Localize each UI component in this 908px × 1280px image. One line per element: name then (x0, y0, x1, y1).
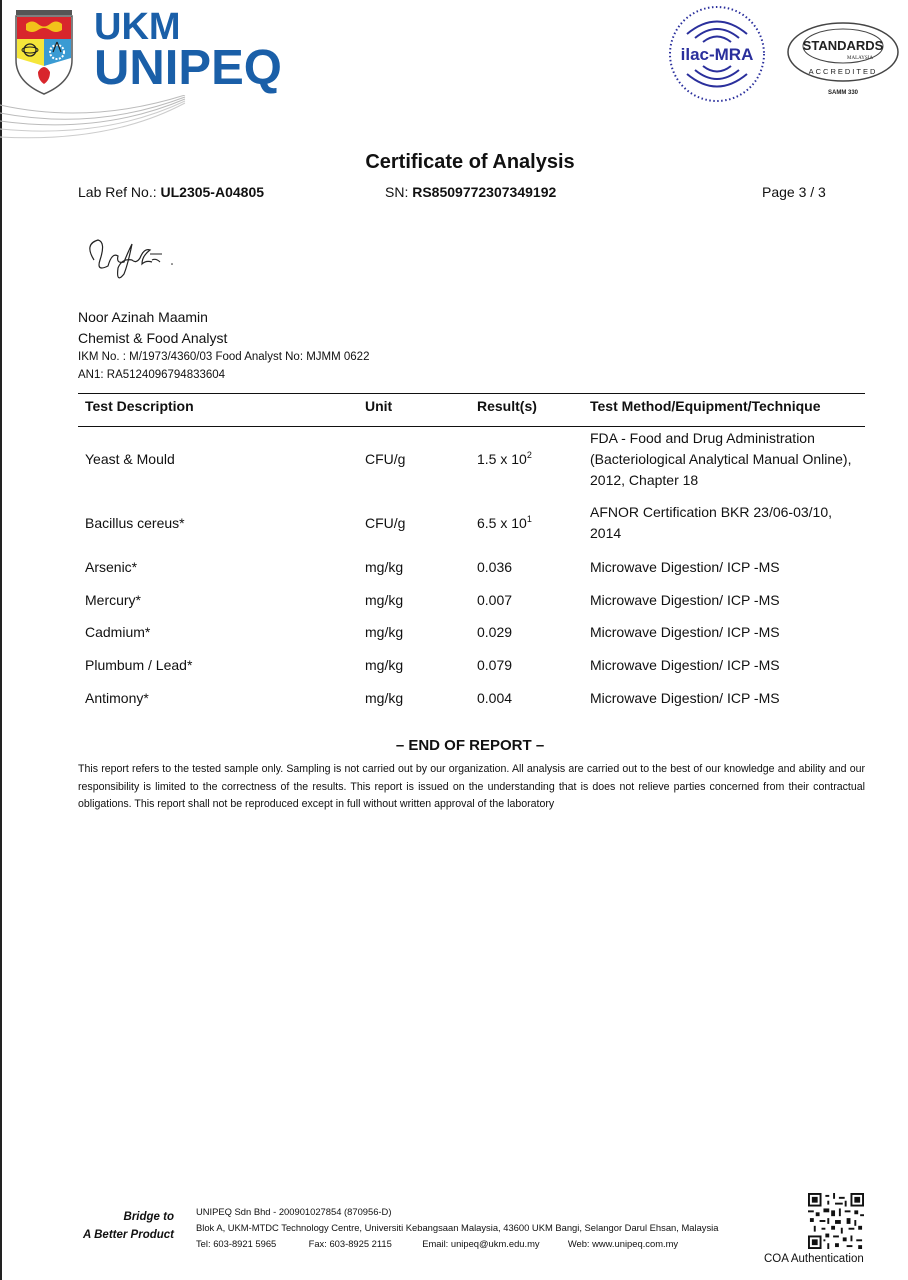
standards-title: STANDARDS (802, 38, 884, 53)
header-test-description: Test Description (85, 398, 194, 414)
cell-method: Microwave Digestion/ ICP -MS (590, 690, 780, 706)
result-base: 6.5 x 10 (477, 515, 527, 531)
cell-unit: mg/kg (365, 624, 404, 640)
cell-unit: mg/kg (365, 592, 404, 608)
footer-email: Email: unipeq@ukm.edu.my (422, 1238, 540, 1249)
table-top-rule (78, 393, 865, 394)
ilac-logo-text: ilac-MRA (680, 45, 754, 64)
slogan-line2: A Better Product (83, 1229, 174, 1241)
page-edge (0, 0, 2, 1280)
cell-method: Microwave Digestion/ ICP -MS (590, 592, 780, 608)
cell-test: Yeast & Mould (85, 451, 175, 467)
cell-result: 0.079 (477, 657, 513, 673)
handwritten-signature (80, 230, 180, 290)
sn-value: RS8509772307349192 (412, 184, 557, 200)
serial-number (385, 184, 556, 200)
footer-company-info (196, 1204, 718, 1252)
cell-test: Bacillus cereus* (85, 515, 185, 531)
footer-address: Blok A, UKM-MTDC Technology Centre, Universiti Kebangsaan Malaysia, 43600 UKM Bangi, Selangor Darul Ehsan, Malaysia (196, 1222, 719, 1233)
cell-unit: CFU/g (365, 451, 406, 467)
cell-method: Microwave Digestion/ ICP -MS (590, 624, 780, 640)
footer-web: Web: www.unipeq.com.my (567, 1238, 679, 1249)
qr-label: COA Authentication (764, 1253, 864, 1265)
decorative-swoosh (0, 95, 190, 155)
cell-test: Plumbum / Lead* (85, 657, 193, 673)
cell-result: 0.036 (477, 559, 513, 575)
method-line: 2014 (590, 525, 622, 541)
footer-slogan (83, 1208, 174, 1244)
slogan-line1: Bridge to (123, 1211, 174, 1223)
header-results: Result(s) (477, 398, 537, 414)
qr-code-icon[interactable] (808, 1193, 864, 1249)
cell-test: Mercury* (85, 592, 142, 608)
header-unit: Unit (365, 398, 393, 414)
cell-unit: mg/kg (365, 657, 404, 673)
table-header-rule (78, 426, 865, 427)
lab-ref-label: Lab Ref No.: (78, 184, 157, 200)
result-exponent: 1 (526, 514, 532, 524)
cell-method (590, 502, 832, 544)
cell-result: 0.004 (477, 690, 513, 706)
cell-test: Antimony* (85, 690, 149, 706)
method-line: AFNOR Certification BKR 23/06-03/10, (590, 504, 832, 520)
standards-arc: ACCREDITED (808, 67, 878, 76)
cell-result (477, 449, 532, 470)
ukm-crest-logo (12, 8, 76, 96)
cell-unit: mg/kg (365, 690, 404, 706)
cell-unit: mg/kg (365, 559, 404, 575)
document-title: Certificate of Analysis (365, 151, 575, 173)
footer-fax: Fax: 603-8925 2115 (308, 1238, 392, 1249)
cell-result: 0.007 (477, 592, 513, 608)
cell-test: Cadmium* (85, 624, 151, 640)
signatory-an1: AN1: RA5124096794833604 (78, 369, 226, 381)
header-test-method: Test Method/Equipment/Technique (590, 398, 821, 414)
disclaimer: This report refers to the tested sample only. Sampling is not carried out by our organization. All analysis are carried out to the best of our knowledge and ability and our responsibility is limited to the correctness of the results. This report is issued on the understanding that is does not relieve parties concerned from their contractual obligations. This report shall not be reproduced except in full without written approval of the laboratory (78, 763, 865, 810)
signatory-name: Noor Azinah Maamin (78, 309, 208, 325)
footer-company: UNIPEQ Sdn Bhd - 200901027854 (870956-D) (196, 1206, 392, 1217)
cell-result (477, 513, 532, 534)
page-number: Page 3 / 3 (762, 184, 826, 200)
logo-line1: UKM (94, 6, 181, 48)
cell-method: Microwave Digestion/ ICP -MS (590, 657, 780, 673)
ilac-mra-logo (667, 4, 767, 104)
standards-code: SAMM 330 (827, 90, 859, 96)
signatory-role: Chemist & Food Analyst (78, 330, 228, 346)
logo-line2: UNIPEQ (94, 41, 282, 95)
end-of-report: – END OF REPORT – (395, 737, 545, 754)
method-line: 2012, Chapter 18 (590, 472, 699, 488)
result-base: 1.5 x 10 (477, 451, 527, 467)
cell-method: Microwave Digestion/ ICP -MS (590, 559, 780, 575)
method-line: (Bacteriological Analytical Manual Online), (590, 451, 852, 467)
unipeq-logo (94, 8, 282, 93)
standards-malaysia-logo (786, 20, 900, 100)
lab-ref (78, 184, 264, 200)
cell-result: 0.029 (477, 624, 513, 640)
method-line: FDA - Food and Drug Administration (590, 430, 815, 446)
standards-subtitle: MALAYSIA (847, 56, 873, 61)
sn-label: SN: (385, 184, 409, 200)
signatory-ikm: IKM No. : M/1973/4360/03 Food Analyst No: MJMM 0622 (78, 351, 370, 363)
footer-tel: Tel: 603-8921 5965 (196, 1238, 277, 1249)
cell-test: Arsenic* (85, 559, 138, 575)
cell-method (590, 428, 851, 491)
lab-ref-value: UL2305-A04805 (160, 184, 265, 200)
result-exponent: 2 (526, 450, 532, 460)
cell-unit: CFU/g (365, 515, 406, 531)
